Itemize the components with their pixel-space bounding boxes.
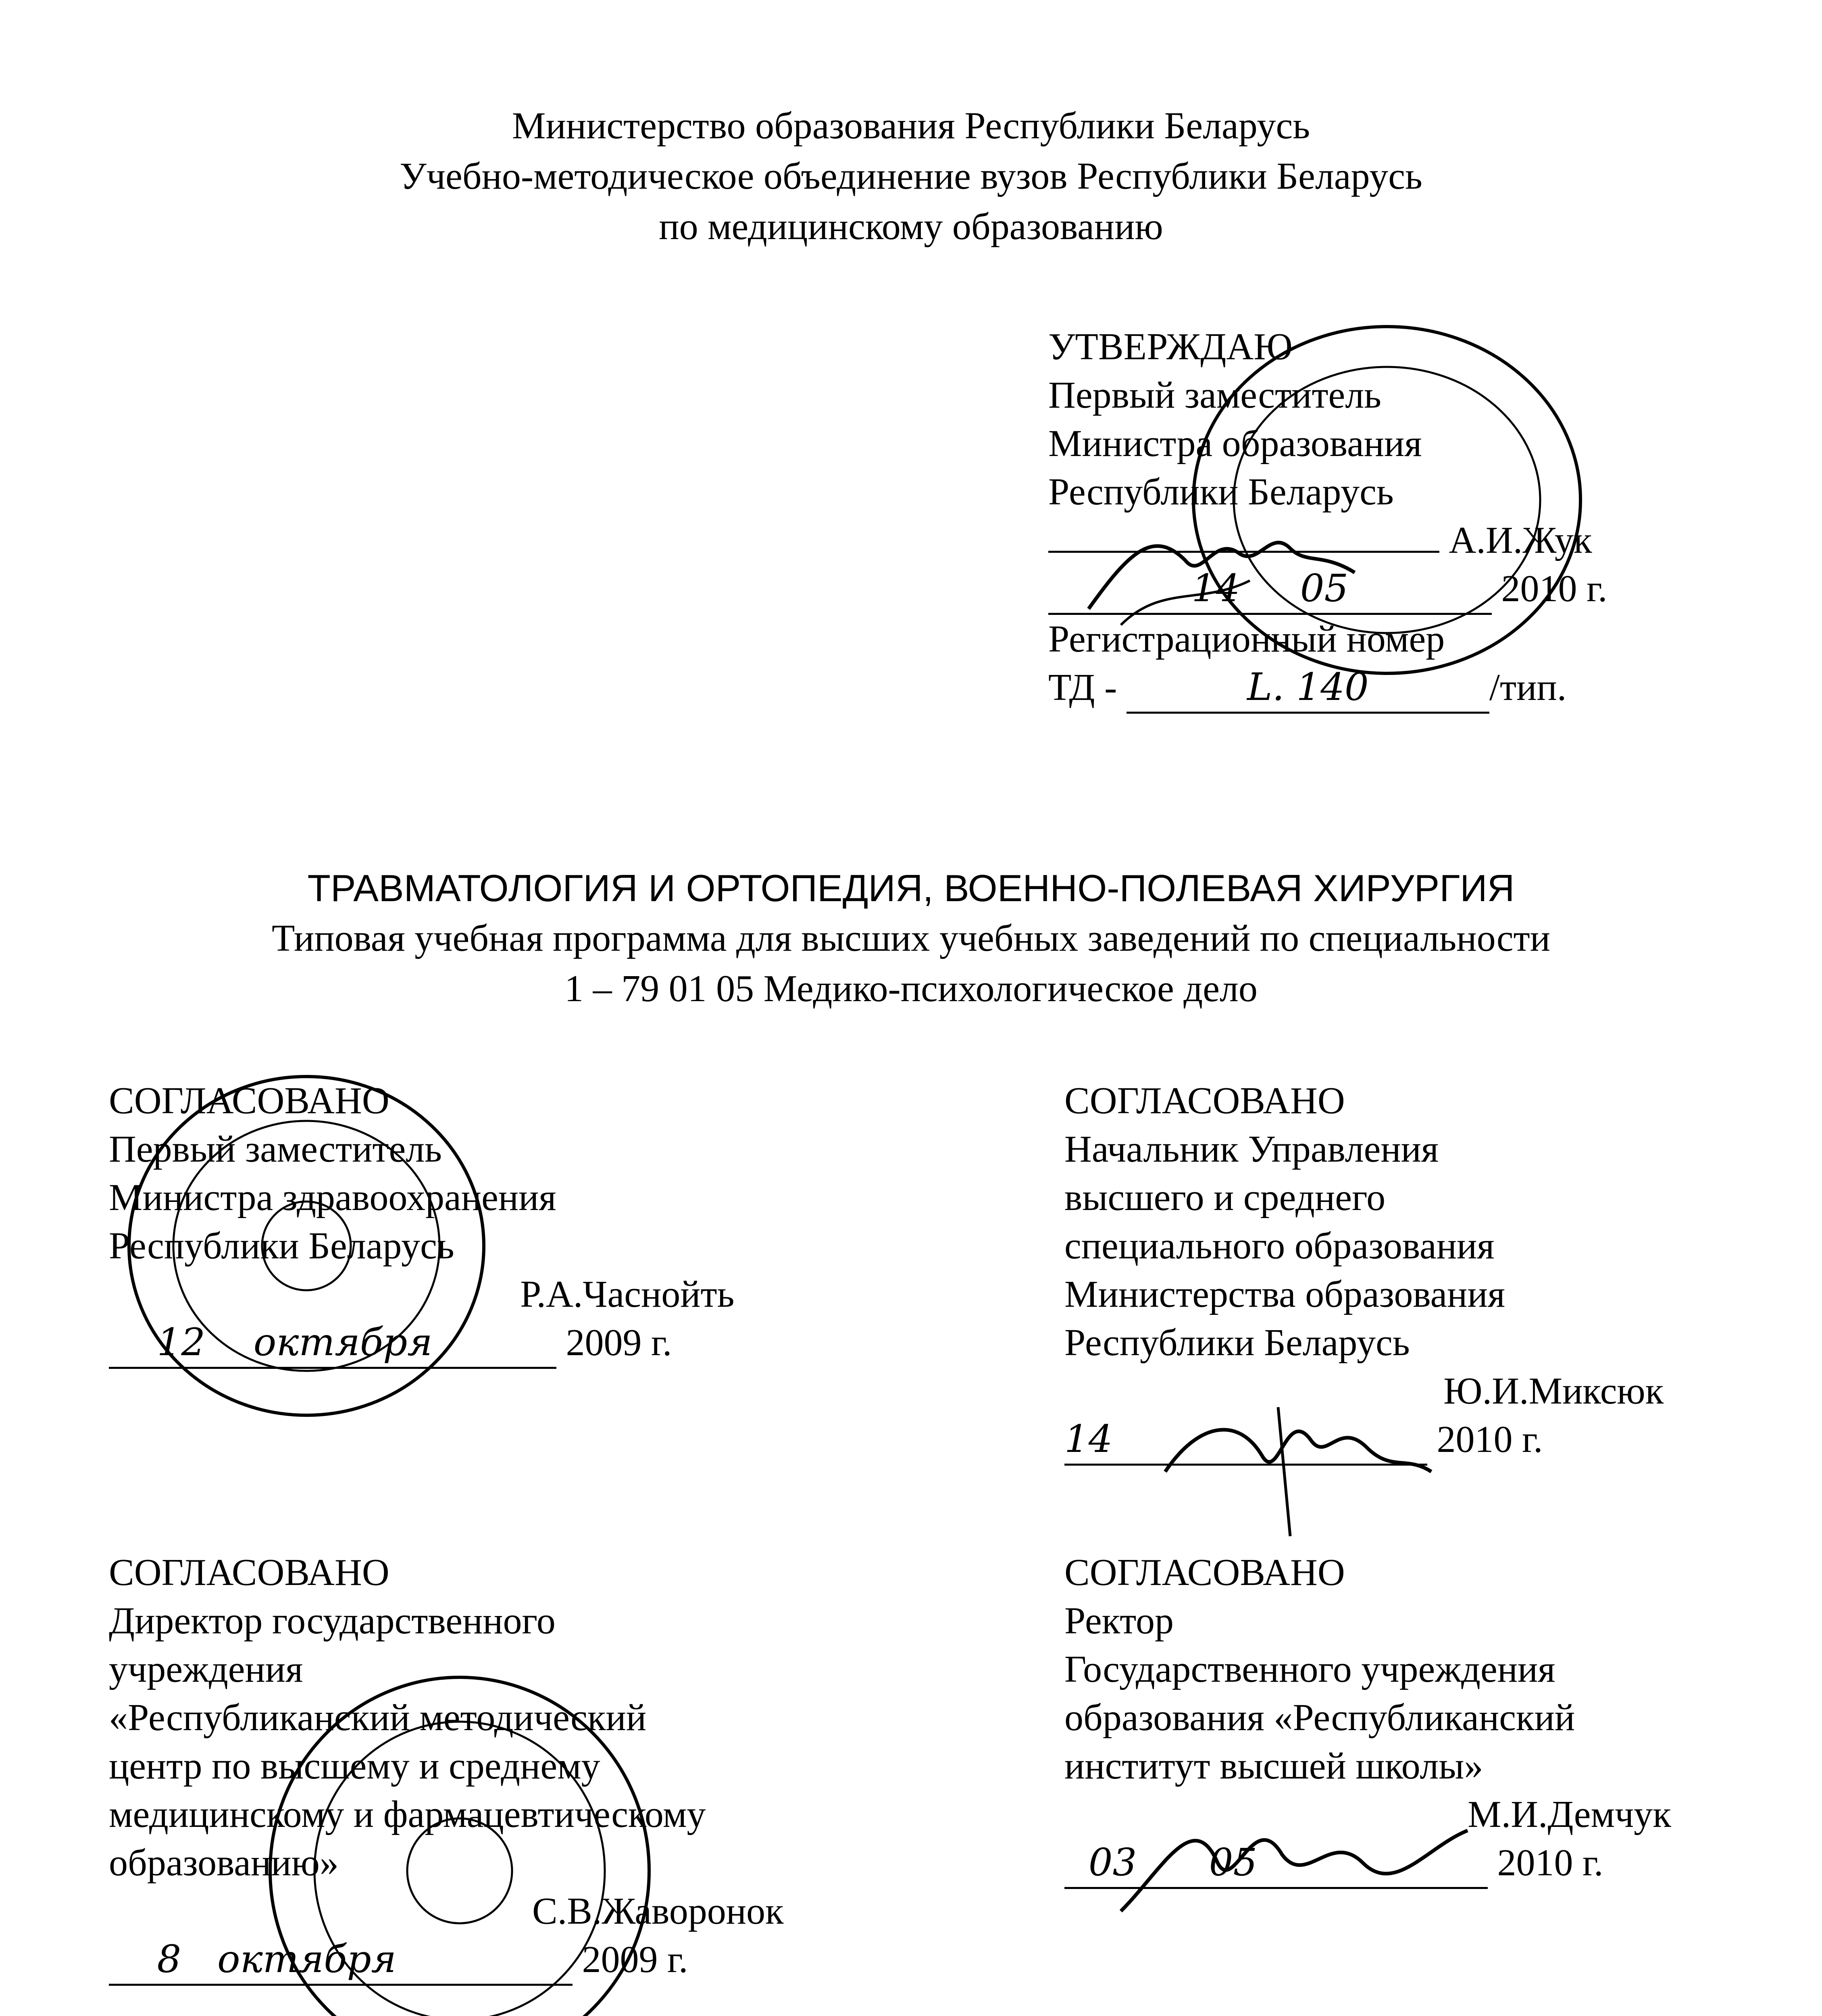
approval-line: Министра образования xyxy=(1048,423,1422,464)
signer-name: М.И.Демчук xyxy=(1468,1793,1671,1835)
program-title: ТРАВМАТОЛОГИЯ И ОРТОПЕДИЯ, ВОЕННО-ПОЛЕВАЯ ХИРУРГИЯ xyxy=(307,867,1515,909)
date-month: 05 xyxy=(1209,1841,1258,1885)
approval-date-day: 14 xyxy=(1191,566,1240,610)
approver-name: А.И.Жук xyxy=(1449,519,1592,561)
round-seal-stamp xyxy=(250,1661,669,2016)
agreement-line: Министра здравоохранения xyxy=(109,1177,556,1218)
agreement-line: учреждения xyxy=(109,1648,303,1690)
agreement-line: медицинскому и фармацевтическому xyxy=(109,1793,706,1835)
agreement-heading: СОГЛАСОВАНО xyxy=(109,1552,389,1593)
approval-heading: УТВЕРЖДАЮ xyxy=(1048,326,1293,368)
approval-date-month: 05 xyxy=(1300,566,1349,610)
approval-date-year: 2010 г. xyxy=(1501,568,1608,610)
agreement-line: Первый заместитель xyxy=(109,1128,442,1170)
date-year: 2010 г. xyxy=(1497,1842,1603,1884)
date-month: октября xyxy=(253,1320,433,1364)
agreement-line: Ректор xyxy=(1064,1600,1174,1642)
td-suffix: /тип. xyxy=(1489,666,1567,708)
round-seal-stamp xyxy=(105,1064,508,1435)
agreement-heading: СОГЛАСОВАНО xyxy=(109,1080,389,1122)
date-year: 2009 г. xyxy=(582,1939,688,1981)
agreement-line: образования «Республиканский xyxy=(1064,1697,1575,1739)
agreement-line: Республики Беларусь xyxy=(109,1225,454,1267)
date-year: 2010 г. xyxy=(1437,1418,1543,1460)
approval-line: Республики Беларусь xyxy=(1048,471,1394,513)
signer-signature xyxy=(1157,1391,1439,1544)
agreement-heading: СОГЛАСОВАНО xyxy=(1064,1552,1345,1593)
date-day: 03 xyxy=(1088,1841,1137,1885)
umo-subline: по медицинскому образованию xyxy=(659,206,1163,248)
agreement-line: высшего и среднего xyxy=(1064,1177,1386,1218)
agreement-line: Государственного учреждения xyxy=(1064,1648,1555,1690)
date-day: 8 xyxy=(157,1937,181,1981)
agreement-line: центр по высшему и среднему xyxy=(109,1745,600,1787)
agreement-line: Республики Беларусь xyxy=(1064,1322,1410,1364)
approver-signature xyxy=(1081,504,1363,633)
agreement-line: Начальник Управления xyxy=(1064,1128,1439,1170)
program-subtitle: Типовая учебная программа для высших учебных заведений по специальности xyxy=(271,917,1551,959)
date-year: 2009 г. xyxy=(566,1322,672,1364)
agreement-line: специального образования xyxy=(1064,1225,1495,1267)
signer-signature xyxy=(1113,1782,1476,1935)
signer-name: Р.А.Часнойть xyxy=(520,1273,735,1315)
date-day: 14 xyxy=(1064,1417,1113,1461)
agreement-line: Директор государственного xyxy=(109,1600,556,1642)
agreement-line: институт высшей школы» xyxy=(1064,1745,1483,1787)
ministry-line: Министерство образования Республики Беларусь xyxy=(512,105,1310,147)
signer-name: Ю.И.Миксюк xyxy=(1443,1370,1664,1412)
agreement-line: «Республиканский методический xyxy=(109,1697,647,1739)
approval-line: Первый заместитель xyxy=(1048,374,1382,416)
agreement-line: Министерства образования xyxy=(1064,1273,1505,1315)
registration-label: Регистрационный номер xyxy=(1048,618,1445,660)
agreement-line: образованию» xyxy=(109,1842,339,1884)
signer-name: С.В.Жаворонок xyxy=(532,1890,784,1932)
date-month: октября xyxy=(217,1937,396,1981)
td-prefix: ТД - xyxy=(1048,666,1117,708)
date-day: 12 xyxy=(157,1320,206,1364)
specialty-line: 1 – 79 01 05 Медико-психологическое дело xyxy=(564,968,1258,1010)
agreement-heading: СОГЛАСОВАНО xyxy=(1064,1080,1345,1122)
umo-line: Учебно-методическое объединение вузов Республики Беларусь xyxy=(400,155,1422,197)
td-number: L. 140 xyxy=(1127,663,1489,714)
